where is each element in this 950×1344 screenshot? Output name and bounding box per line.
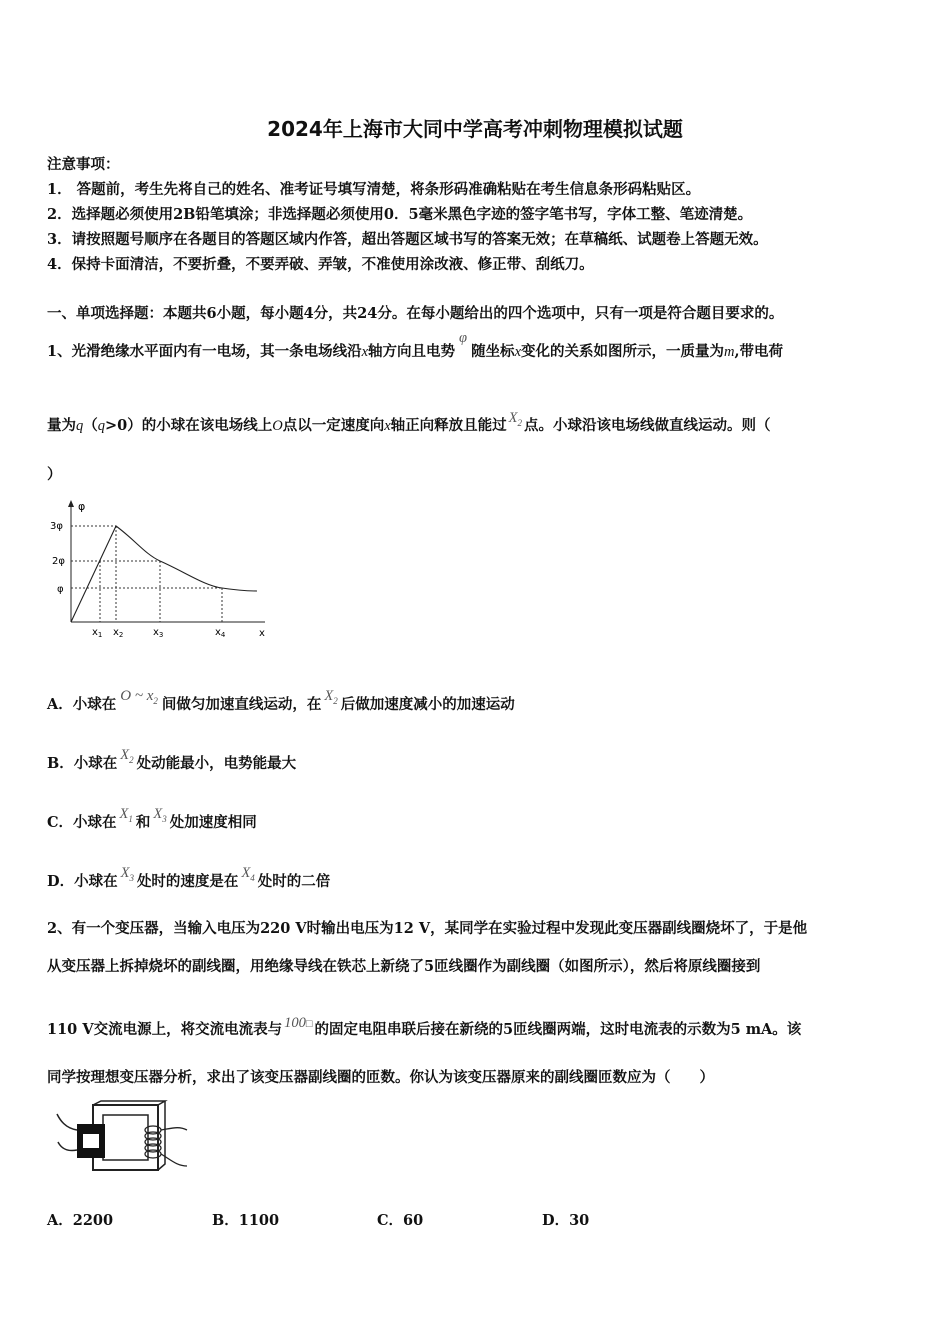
notice-item-3: 3．请按照题号顺序在各题目的答题区域内作答，超出答题区域书写的答案无效；在草稿纸、试题卷上答题无效。 bbox=[47, 231, 768, 248]
q1-option-d[interactable]: D．小球在 $X_3$ 处时的速度是在 $X_4$ 处时的二倍 bbox=[47, 865, 331, 890]
y-axis-arrow bbox=[68, 500, 74, 507]
q2-option-d[interactable]: D．30 bbox=[542, 1212, 590, 1229]
notice-item-4: 4．保持卡面清洁，不要折叠，不要弄破、弄皱，不准使用涂改液、修正带、刮纸刀。 bbox=[47, 256, 594, 273]
potential-graph bbox=[45, 498, 275, 643]
q2-line-4: 同学按理想变压器分析，求出了该变压器副线圈的匝数。你认为该变压器原来的副线圈匝数应为（ ） bbox=[47, 1069, 714, 1086]
resistor-value: 100□ bbox=[284, 1015, 313, 1031]
transformer-figure bbox=[55, 1100, 190, 1175]
q1-option-a[interactable]: A．小球在 O ~ $x_2$ 间做匀加速直线运动，在 $X_2$ 后做加速度减小的加速运动 bbox=[47, 688, 515, 713]
q2-line-2: 从变压器上拆掉烧坏的副线圈，用绝缘导线在铁芯上新绕了5匝线圈作为副线圈（如图所示），然后将原线圈接到 bbox=[47, 958, 761, 975]
q2-option-c[interactable]: C．60 bbox=[377, 1212, 424, 1229]
q1-line-2: 量为q（q>0）的小球在该电场线上O点以一定速度向x轴正向释放且能过 $X_2$ 点。小球沿该电场线做直线运动。则（ bbox=[47, 410, 771, 434]
q2-option-b[interactable]: B．1100 bbox=[212, 1212, 280, 1229]
y-tick-phi: φ bbox=[57, 584, 64, 595]
x2-symbol: $X_2$ bbox=[508, 410, 523, 428]
q2-line-1: 2、有一个变压器，当输入电压为220 V时输出电压为12 V，某同学在实验过程中发现此变压器副线圈烧坏了，于是他 bbox=[47, 920, 808, 937]
potential-curve bbox=[71, 526, 257, 622]
q1-line-1: 1、光滑绝缘水平面内有一电场，其一条电场线沿x轴方向且电势φ随坐标x变化的关系如图所示，一质量为m,带电荷 bbox=[47, 330, 784, 360]
section-heading: 一、单项选择题：本题共6小题，每小题4分，共24分。在每小题给出的四个选项中，只有一项是符合题目要求的。 bbox=[47, 305, 784, 322]
page-title: 2024年上海市大同中学高考冲刺物理模拟试题 bbox=[267, 117, 683, 141]
notice-item-1: 1． 答题前，考生先将自己的姓名、准考证号填写清楚，将条形码准确粘贴在考生信息条形码粘贴区。 bbox=[47, 181, 701, 198]
x-axis-label: x bbox=[259, 628, 265, 639]
x-tick-x1: $x_1$ bbox=[92, 627, 103, 639]
y-tick-2phi: 2φ bbox=[52, 556, 65, 567]
y-tick-3phi: 3φ bbox=[50, 521, 63, 532]
phi-symbol: φ bbox=[459, 330, 468, 346]
y-axis-label: φ bbox=[78, 500, 86, 513]
q2-option-a[interactable]: A．2200 bbox=[47, 1212, 114, 1229]
notice-heading: 注意事项： bbox=[47, 156, 120, 173]
x-tick-x4: $x_4$ bbox=[215, 627, 226, 639]
q1-option-c[interactable]: C．小球在 $X_1$ 和 $X_3$ 处加速度相同 bbox=[47, 806, 257, 831]
q1-line-3: ） bbox=[47, 466, 62, 483]
x-tick-x3: $x_3$ bbox=[153, 627, 164, 639]
q2-line-3: 110 V交流电源上，将交流电流表与 100□ 的固定电阻串联后接在新绕的5匝线圈两端，这时电流表的示数为5 mA。该 bbox=[47, 1015, 802, 1038]
x-tick-x2: $x_2$ bbox=[113, 627, 124, 639]
notice-item-2: 2．选择题必须使用2B铅笔填涂；非选择题必须使用0．5毫米黑色字迹的签字笔书写，字体工整、笔迹清楚。 bbox=[47, 206, 753, 223]
q1-option-b[interactable]: B．小球在 $X_2$ 处动能最小，电势能最大 bbox=[47, 747, 297, 772]
